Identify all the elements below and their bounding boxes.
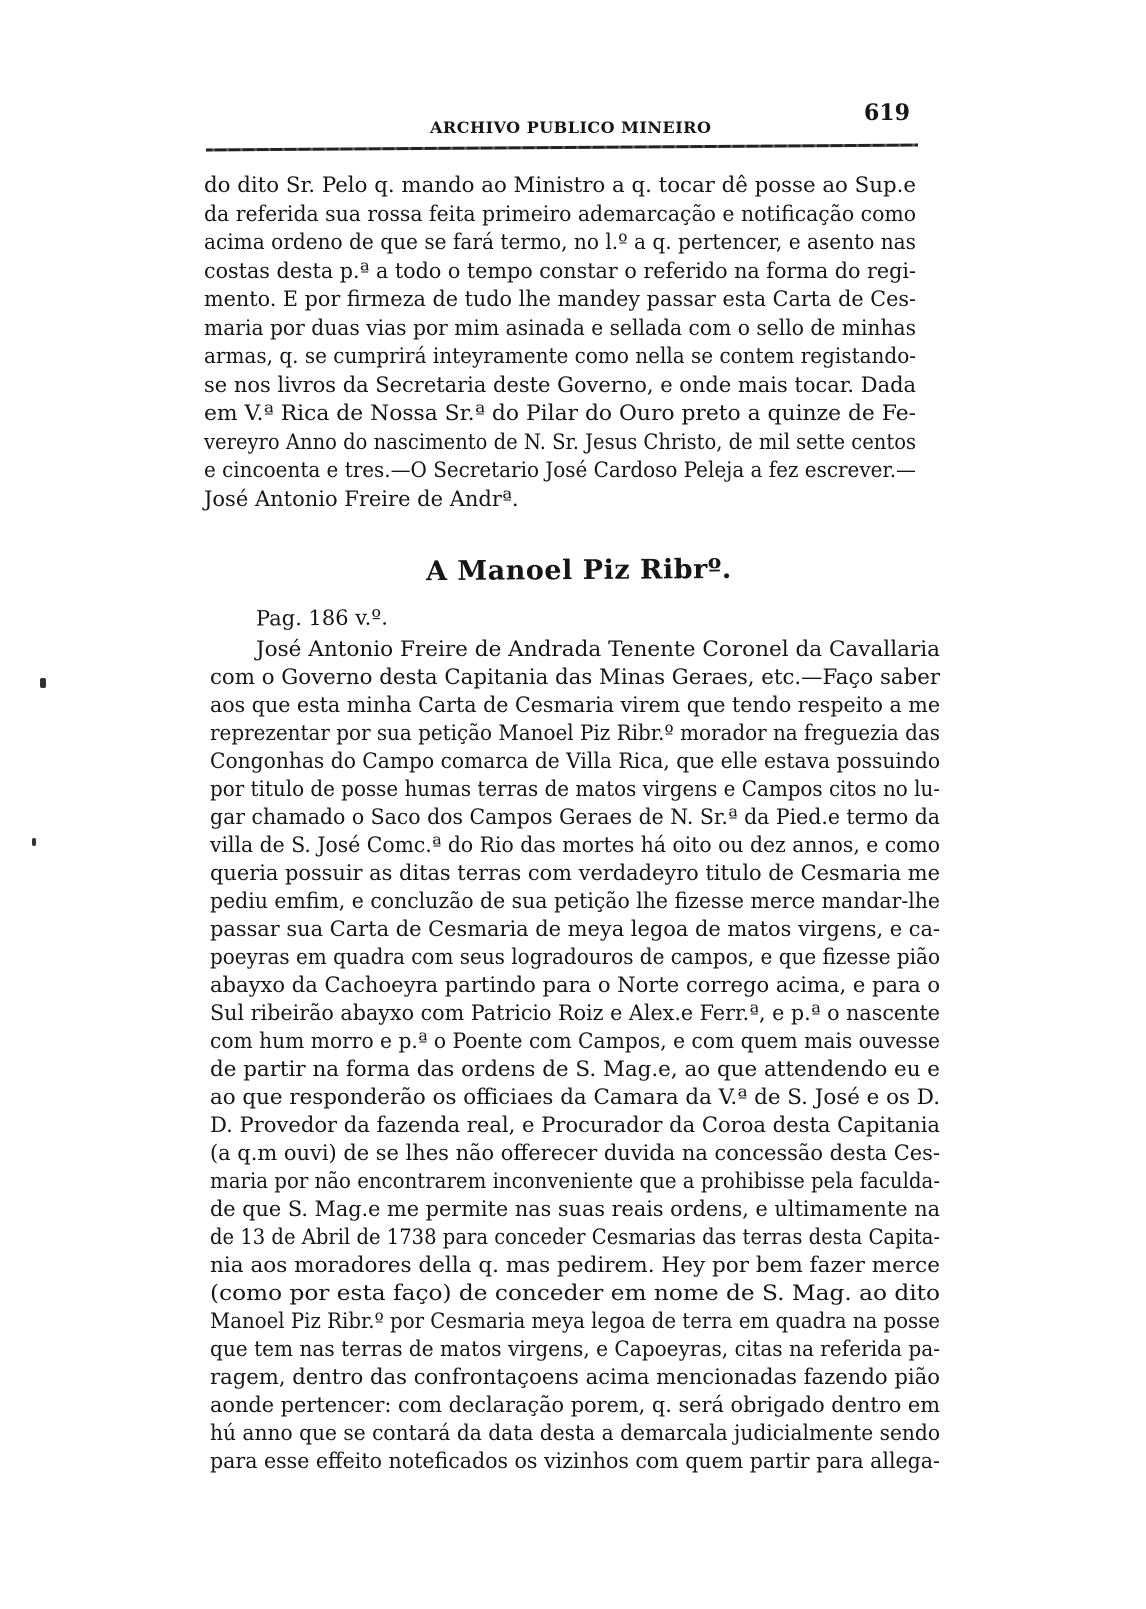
running-header: ARCHIVO PUBLICO MINEIRO: [430, 118, 712, 137]
text-line: aonde pertencer: com declaração porem, q. será obrigado dentro em: [210, 1393, 940, 1417]
text-line: Manoel Piz Ribr.º por Cesmaria meya legoa de terra em quadra na posse: [210, 1309, 940, 1333]
text-line: com hum morro e p.ª o Poente com Campos, e com quem mais ouvesse: [210, 1029, 940, 1053]
text-line: maria por duas vias por mim asinada e sellada com o sello de minhas: [204, 315, 916, 340]
margin-speck: [40, 678, 46, 688]
text-line: que tem nas terras de matos virgens, e Capoeyras, citas na referida pa-: [210, 1337, 940, 1361]
continuation-paragraph: [204, 172, 916, 514]
text-line: passar sua Carta de Cesmaria de meya legoa de matos virgens, e ca-: [210, 917, 940, 941]
text-line: poeyras em quadra com seus logradouros de campos, e que fizesse pião: [210, 945, 940, 969]
text-line: costas desta p.ª a todo o tempo constar o referido na forma do regi-: [204, 258, 916, 283]
text-line: em V.ª Rica de Nossa Sr.ª do Pilar do Ouro preto a quinze de Fe-: [204, 401, 917, 425]
text-line: ao que responderão os officiaes da Camara da V.ª de S. José e os D.: [210, 1085, 940, 1109]
header-rule: [206, 144, 918, 152]
text-line: se nos livros da Secretaria deste Governo, e onde mais tocar. Dada: [204, 372, 916, 397]
text-line: pediu emfim, e concluzão de sua petição lhe fizesse merce mandar-lhe: [210, 889, 940, 913]
text-line: ragem, dentro das confrontaçoens acima mencionadas fazendo pião: [210, 1365, 940, 1389]
text-line: hú anno que se contará da data desta a demarcala judicialmente sendo: [210, 1421, 940, 1445]
text-line: com o Governo desta Capitania das Minas Geraes, etc.—Faço saber: [210, 665, 940, 689]
text-line: Congonhas do Campo comarca de Villa Rica, que elle estava possuindo: [210, 749, 940, 773]
section-title: A Manoel Piz Ribrº.: [425, 553, 732, 588]
text-line: D. Provedor da fazenda real, e Procurador da Coroa desta Capitania: [210, 1113, 940, 1137]
text-line: Sul ribeirão abayxo com Patricio Roiz e Alex.e Ferr.ª, e p.ª o nascente: [210, 1001, 940, 1025]
text-line: (como por esta faço) de conceder em nome de S. Mag. ao dito: [210, 1281, 940, 1305]
text-line: da referida sua rossa feita primeiro ademarcação e notificação como: [204, 201, 916, 226]
text-line: mento. E por firmeza de tudo lhe mandey passar esta Carta de Ces-: [204, 287, 916, 311]
text-line: vereyro Anno do nascimento de N. Sr. Jesus Christo, de mil sette centos: [204, 429, 916, 454]
text-line: aos que esta minha Carta de Cesmaria virem que tendo respeito a me: [210, 693, 940, 717]
text-line: acima ordeno de que se fará termo, no l.º a q. pertencer, e asento nas: [204, 230, 916, 254]
text-line: reprezentar por sua petição Manoel Piz Ribr.º morador na freguezia das: [210, 721, 940, 745]
text-line: (a q.m ouvi) de se lhes não offerecer duvida na concessão desta Ces-: [210, 1141, 940, 1165]
text-line: do dito Sr. Pelo q. mando ao Ministro a q. tocar dê posse ao Sup.e: [204, 173, 916, 197]
text-line: José Antonio Freire de Andrª.: [204, 486, 519, 511]
body-paragraph: [210, 636, 940, 1476]
page-number: 619: [864, 100, 910, 126]
text-line: de 13 de Abril de 1738 para conceder Cesmarias das terras desta Capita-: [210, 1225, 940, 1249]
text-line: armas, q. se cumprirá inteyramente como nella se contem registando-: [204, 344, 916, 368]
text-line: José Antonio Freire de Andrada Tenente Coronel da Cavallaria: [256, 637, 941, 661]
text-line: para esse effeito noteficados os vizinhos com quem partir para allega-: [210, 1449, 940, 1473]
text-line: villa de S. José Comc.ª do Rio das mortes há oito ou dez annos, e como: [210, 833, 940, 857]
text-line: queria possuir as ditas terras com verdadeyro titulo de Cesmaria me: [210, 861, 940, 885]
text-line: e cincoenta e tres.—O Secretario José Cardoso Peleja a fez escrever.—: [204, 458, 916, 482]
text-line: nia aos moradores della q. mas pedirem. Hey por bem fazer merce: [210, 1253, 940, 1277]
page-reference: Pag. 186 v.º.: [255, 605, 388, 631]
text-line: gar chamado o Saco dos Campos Geraes de N. Sr.ª da Pied.e termo da: [210, 805, 940, 829]
text-line: maria por não encontrarem inconveniente que a prohibisse pela faculda-: [210, 1169, 940, 1193]
text-line: por titulo de posse humas terras de matos virgens e Campos citos no lu-: [210, 777, 940, 801]
text-line: de que S. Mag.e me permite nas suas reais ordens, e ultimamente na: [210, 1197, 940, 1221]
text-line: abayxo da Cachoeyra partindo para o Norte corrego acima, e para o: [210, 973, 940, 997]
margin-speck: [32, 838, 36, 846]
text-line: de partir na forma das ordens de S. Mag.e, ao que attendendo eu e: [210, 1057, 940, 1081]
